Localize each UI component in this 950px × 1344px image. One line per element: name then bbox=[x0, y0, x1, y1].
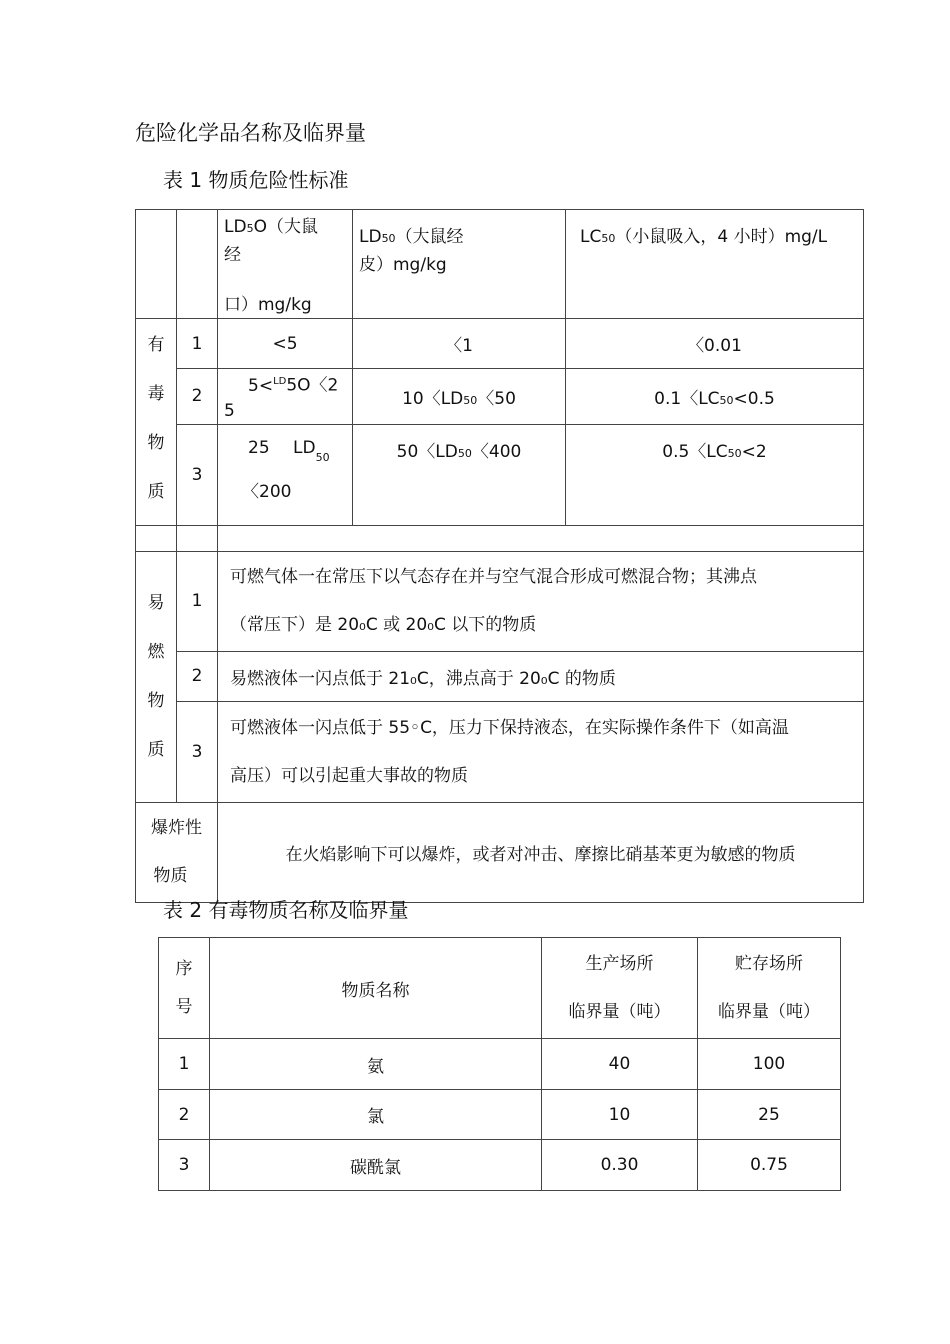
explosive-label: 爆炸性 物质 bbox=[136, 802, 218, 902]
production-threshold-cell: 40 bbox=[542, 1039, 698, 1090]
storage-threshold-cell: 100 bbox=[698, 1039, 841, 1090]
flammable-description: 可燃气体一在常压下以气态存在并与空气混合形成可燃混合物；其沸点 （常压下）是 20₀C 或 20₀C 以下的物质 bbox=[218, 551, 864, 651]
toxic-oral-value: 5<$^{LD}$5O〈2 5 bbox=[218, 369, 353, 425]
toxic-group-label: 有 毒 物 质 bbox=[136, 319, 177, 526]
table2-header-row bbox=[159, 938, 841, 1039]
table1-header-row bbox=[136, 210, 864, 319]
header-empty-cell bbox=[136, 210, 177, 319]
flammable-row-3 bbox=[136, 701, 864, 802]
header-storage-threshold: 贮存场所 临界量（吨） bbox=[698, 938, 841, 1039]
explosive-description: 在火焰影响下可以爆炸，或者对冲击、摩擦比硝基苯更为敏感的物质 bbox=[218, 802, 864, 902]
header-ld50-oral: LD5O（大鼠 经 口）mg/kg bbox=[218, 210, 353, 319]
table1-caption: 表 1 物质危险性标准 bbox=[163, 168, 349, 192]
spacer-cell bbox=[177, 525, 218, 551]
production-threshold-cell: 0.30 bbox=[542, 1140, 698, 1191]
flammable-level: 2 bbox=[177, 651, 218, 701]
table-row bbox=[159, 1090, 841, 1140]
header-empty-cell bbox=[177, 210, 218, 319]
production-threshold-cell: 10 bbox=[542, 1090, 698, 1140]
toxic-oral-value: <5 bbox=[218, 319, 353, 369]
storage-threshold-cell: 25 bbox=[698, 1090, 841, 1140]
flammable-level: 1 bbox=[177, 551, 218, 651]
table-row bbox=[159, 1039, 841, 1090]
seq-cell: 2 bbox=[159, 1090, 210, 1140]
toxic-level: 1 bbox=[177, 319, 218, 369]
header-seq: 序 号 bbox=[159, 938, 210, 1039]
flammable-level: 3 bbox=[177, 701, 218, 802]
flammable-description: 易燃液体一闪点低于 21₀C，沸点高于 20₀C 的物质 bbox=[218, 651, 864, 701]
hazard-criteria-table bbox=[135, 209, 864, 903]
toxic-level: 3 bbox=[177, 424, 218, 525]
toxic-oral-value: 25 $LD_{50}$ 〈200 bbox=[218, 424, 353, 525]
page-title bbox=[135, 118, 366, 148]
flammable-description: 可燃液体一闪点低于 55◦C，压力下保持液态，在实际操作条件下（如高温 高压）可以引起重大事故的物质 bbox=[218, 701, 864, 802]
header-ld50-skin: LD50（大鼠经 皮）mg/kg bbox=[353, 210, 566, 319]
toxic-row-1 bbox=[136, 319, 864, 369]
substance-name-cell: 碳酰氯 bbox=[210, 1140, 542, 1191]
table-row bbox=[159, 1140, 841, 1191]
toxic-skin-value: 〈1 bbox=[353, 319, 566, 369]
substance-name-cell: 氯 bbox=[210, 1090, 542, 1140]
toxic-row-3 bbox=[136, 424, 864, 525]
toxic-inhale-value: 0.5〈LC50<2 bbox=[566, 424, 864, 525]
storage-threshold-cell: 0.75 bbox=[698, 1140, 841, 1191]
spacer-cell bbox=[136, 525, 177, 551]
toxic-row-2 bbox=[136, 369, 864, 425]
seq-cell: 1 bbox=[159, 1039, 210, 1090]
seq-cell: 3 bbox=[159, 1140, 210, 1191]
toxic-threshold-table bbox=[158, 937, 841, 1191]
explosive-row bbox=[136, 802, 864, 902]
header-production-threshold: 生产场所 临界量（吨） bbox=[542, 938, 698, 1039]
flammable-row-1 bbox=[136, 551, 864, 651]
flammable-row-2 bbox=[136, 651, 864, 701]
toxic-level: 2 bbox=[177, 369, 218, 425]
page-title-part1: 危险化学品 bbox=[135, 121, 240, 145]
flammable-group-label: 易 燃 物 质 bbox=[136, 551, 177, 802]
substance-name-cell: 氨 bbox=[210, 1039, 542, 1090]
table2-caption: 表 2 有毒物质名称及临界量 bbox=[163, 898, 409, 922]
toxic-skin-value: 10〈LD50〈50 bbox=[353, 369, 566, 425]
header-lc50-inhale: LC50（小鼠吸入，4 小时）mg/L bbox=[566, 210, 864, 319]
spacer-row bbox=[136, 525, 864, 551]
toxic-skin-value: 50〈LD50〈400 bbox=[353, 424, 566, 525]
header-substance-name: 物质名称 bbox=[210, 938, 542, 1039]
spacer-cell bbox=[218, 525, 864, 551]
toxic-inhale-value: 〈0.01 bbox=[566, 319, 864, 369]
page-title-part2: 名称及临界量 bbox=[240, 121, 366, 145]
toxic-inhale-value: 0.1〈LC50<0.5 bbox=[566, 369, 864, 425]
